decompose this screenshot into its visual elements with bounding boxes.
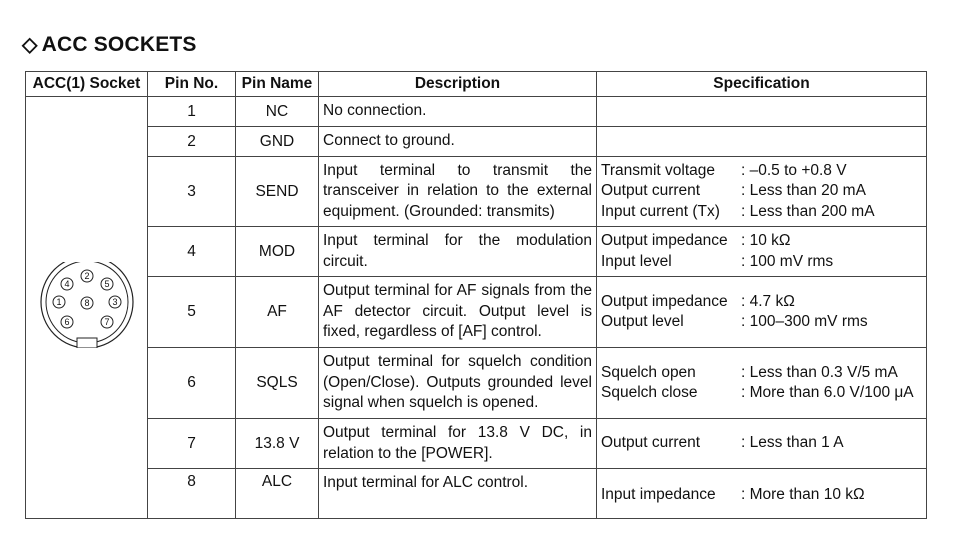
pin-spec (597, 419, 927, 469)
pin-spec (597, 97, 927, 127)
table-row (26, 348, 927, 419)
pin-no: 7 (148, 419, 236, 469)
pin-no: 4 (148, 227, 236, 277)
spec-label: Output current (601, 434, 701, 452)
table-row (26, 227, 927, 277)
pin-no: 5 (148, 277, 236, 348)
pin-spec (597, 348, 927, 419)
pin-no: 3 (148, 157, 236, 227)
pin-name: MOD (236, 227, 319, 277)
spec-value: : Less than 20 mA (741, 182, 866, 200)
acc-sockets-table (25, 71, 927, 519)
table-row (26, 277, 927, 348)
pin-name: ALC (236, 469, 319, 519)
socket-pin-4: 4 (63, 279, 70, 289)
spec-label: Squelch close (601, 384, 698, 401)
pin-description: Input terminal for ALC control. (319, 469, 597, 519)
header-socket: ACC(1) Socket (26, 72, 148, 97)
spec-label: Output level (601, 313, 684, 330)
socket-pin-5: 5 (103, 279, 110, 289)
header-pin-name: Pin Name (236, 72, 319, 97)
table-row (26, 469, 927, 519)
pin-no: 6 (148, 348, 236, 419)
spec-label: Input impedance (601, 486, 716, 504)
pin-description: Input terminal to transmit the transceiver in relation to the external equipment. (Grounded: transmits) (319, 157, 597, 227)
header-description: Description (319, 72, 597, 97)
pin-description: No connection. (319, 97, 597, 127)
spec-label: Input level (601, 252, 672, 270)
spec-value: : 10 kΩ (741, 232, 791, 249)
spec-value: : Less than 0.3 V/5 mA (741, 363, 898, 381)
spec-line (601, 181, 922, 202)
pin-name: SEND (236, 157, 319, 227)
pin-name: NC (236, 97, 319, 127)
spec-label: Transmit voltage (601, 161, 715, 179)
table-header-row (26, 72, 927, 97)
pin-no: 8 (148, 469, 236, 519)
pin-description: Output terminal for AF signals from the AF detector circuit. Output level is fixed, regardless of [AF] control. (319, 277, 597, 348)
spec-line (601, 252, 922, 273)
header-specification: Specification (597, 72, 927, 97)
spec-label: Input current (Tx) (601, 202, 720, 220)
pin-name: GND (236, 127, 319, 157)
pin-description: Output terminal for 13.8 V DC, in relation to the [POWER]. (319, 419, 597, 469)
pin-name: AF (236, 277, 319, 348)
pin-spec (597, 127, 927, 157)
socket-pin-8: 8 (83, 298, 90, 308)
spec-line (601, 292, 922, 313)
spec-value: : More than 6.0 V/100 μA (741, 384, 914, 401)
socket-diagram-cell (26, 97, 148, 519)
spec-value: : –0.5 to +0.8 V (741, 161, 847, 179)
socket-pin-7: 7 (103, 317, 110, 327)
spec-value: : 100–300 mV rms (741, 313, 868, 330)
table-row (26, 97, 927, 127)
diamond-icon: ◇ (22, 34, 38, 56)
spec-value: : Less than 200 mA (741, 202, 875, 220)
section-title (22, 32, 197, 57)
spec-value: : Less than 1 A (741, 434, 844, 452)
pin-description: Connect to ground. (319, 127, 597, 157)
pin-spec (597, 157, 927, 227)
spec-value: : 100 mV rms (741, 252, 834, 270)
spec-line (601, 433, 922, 454)
section-title-text: ACC SOCKETS (41, 33, 197, 56)
table-row (26, 127, 927, 157)
din-socket-icon (37, 262, 137, 348)
spec-line (601, 383, 922, 404)
spec-line (601, 485, 922, 506)
pin-spec (597, 469, 927, 519)
pin-name: 13.8 V (236, 419, 319, 469)
spec-label: Output impedance (601, 292, 728, 310)
header-pin-no: Pin No. (148, 72, 236, 97)
socket-pin-6: 6 (63, 317, 70, 327)
pin-no: 1 (148, 97, 236, 127)
spec-line (601, 363, 922, 384)
pin-spec (597, 277, 927, 348)
pin-description: Input terminal for the modulation circuit. (319, 227, 597, 277)
spec-value: : 4.7 kΩ (741, 292, 795, 310)
spec-value: : More than 10 kΩ (741, 486, 865, 504)
table-row (26, 157, 927, 227)
spec-line (601, 312, 922, 333)
socket-pin-3: 3 (111, 297, 118, 307)
spec-label: Squelch open (601, 363, 696, 381)
table-row (26, 419, 927, 469)
spec-label: Output impedance (601, 232, 728, 249)
pin-description: Output terminal for squelch condition (Open/Close). Outputs grounded level signal when squelch is opened. (319, 348, 597, 419)
spec-line (601, 161, 922, 182)
pin-name: SQLS (236, 348, 319, 419)
pin-no: 2 (148, 127, 236, 157)
spec-label: Output current (601, 182, 701, 200)
pin-spec (597, 227, 927, 277)
spec-line (601, 231, 922, 252)
socket-pin-2: 2 (83, 271, 90, 281)
socket-pin-1: 1 (55, 297, 62, 307)
spec-line (601, 202, 922, 223)
